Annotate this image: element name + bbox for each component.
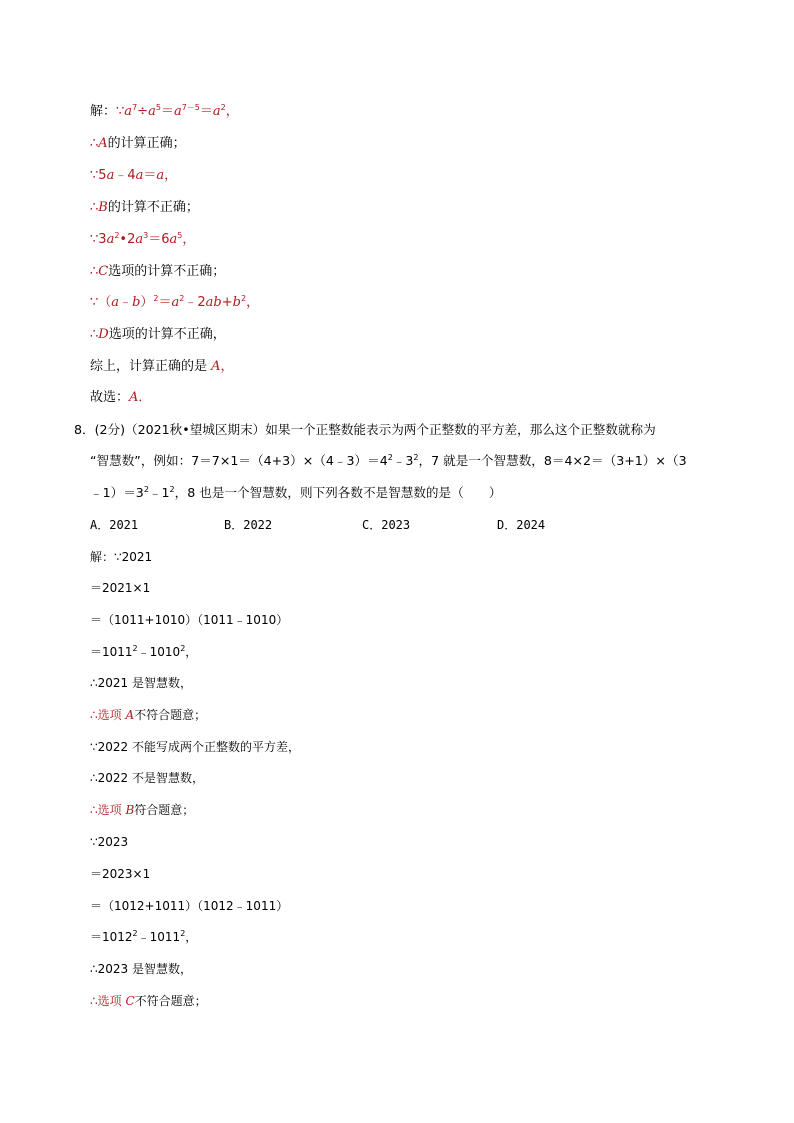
- text: 不符合题意；: [134, 994, 207, 1008]
- solution8-line-1: 解：∵2021: [90, 550, 153, 564]
- math-op: ＝: [160, 104, 174, 119]
- text: ﹣1010: [137, 645, 181, 659]
- math-op: +: [221, 295, 233, 310]
- text: ＝1012: [90, 930, 133, 944]
- math-op: ÷: [137, 104, 149, 119]
- text: 的计算不正确；: [107, 200, 199, 215]
- solution7-line-5: [90, 232, 195, 248]
- math-var: a: [173, 104, 182, 119]
- exponent: 2: [180, 644, 186, 653]
- solution7-line-10: [90, 390, 151, 406]
- option-letter: A: [125, 708, 135, 722]
- option-letter: A: [129, 390, 139, 405]
- because-symbol: ∵: [90, 168, 99, 183]
- answer-label: 故选：: [90, 390, 130, 405]
- math-var: a: [148, 104, 156, 119]
- punct: ，: [220, 359, 234, 374]
- because-symbol: ∵: [116, 104, 125, 119]
- solution7-line-1: [90, 104, 239, 120]
- because-symbol: ∵（: [90, 295, 112, 310]
- exponent: 2: [153, 294, 159, 303]
- option-letter: A: [211, 359, 221, 374]
- solution7-line-8: [90, 327, 226, 343]
- punct: ，: [246, 295, 260, 310]
- question8-line-3: [90, 485, 501, 501]
- solution8-line-15: [90, 993, 207, 1009]
- text: 不符合题意；: [134, 708, 207, 722]
- text: 选项的计算不正确，: [108, 327, 226, 342]
- question-text: ，8 也是一个智慧数，则下列各数不是智慧数的是（ ）: [174, 485, 502, 500]
- math-var: a: [171, 295, 180, 310]
- math-num: 5: [98, 168, 107, 183]
- solution8-line-10: ∵2023: [90, 835, 129, 849]
- text: 选项的计算不正确；: [108, 264, 226, 279]
- exponent: 2: [413, 453, 419, 462]
- punct: ，: [164, 168, 178, 183]
- exponent: 2: [132, 644, 138, 653]
- option-letter: C: [98, 264, 109, 279]
- solution8-line-3: ＝（1011+1010）（1011﹣1010）: [90, 613, 289, 627]
- math-op: ﹣4: [114, 168, 136, 183]
- math-op: ＝: [199, 104, 213, 119]
- solution8-line-11: ＝2023×1: [90, 867, 151, 881]
- option-a: A．2021: [90, 518, 139, 532]
- math-num: 3: [98, 232, 107, 247]
- text: ，: [185, 930, 198, 944]
- solution8-line-9: [90, 802, 194, 818]
- exponent: 2: [169, 485, 175, 494]
- solution8-line-12: ＝（1012+1011）（1012﹣1011）: [90, 899, 289, 913]
- question-text: 8．(2分)（2021秋•望城区期末）如果一个正整数能表示为两个正整数的平方差，那么这个正整数就称为: [74, 422, 656, 437]
- math-var: a: [111, 295, 120, 310]
- exponent: 5: [177, 231, 183, 240]
- text: 综上，计算正确的是: [90, 359, 212, 374]
- punct: ．: [138, 390, 152, 405]
- exponent: 7－5: [181, 103, 200, 112]
- solution8-line-6: [90, 707, 206, 723]
- math-op: ＝6: [148, 232, 170, 247]
- therefore-symbol: ∴: [90, 264, 99, 279]
- text: ，: [185, 645, 198, 659]
- exponent: 2: [179, 294, 185, 303]
- solution8-line-8: ∴2022 不是智慧数，: [90, 771, 204, 785]
- option-letter: B: [98, 200, 108, 215]
- option-letter: C: [125, 994, 135, 1008]
- exponent: 2: [114, 231, 120, 240]
- text: ＝1011: [90, 645, 133, 659]
- solution7-line-9: [90, 359, 234, 375]
- solution8-line-5: ∴2021 是智慧数，: [90, 676, 192, 690]
- solution8-line-4: [90, 644, 197, 660]
- solution7-line-2: [90, 136, 186, 152]
- solution7-line-4: [90, 200, 199, 216]
- text: 的计算正确；: [107, 136, 186, 151]
- solution8-line-2: ＝2021×1: [90, 581, 151, 595]
- math-var: a: [169, 232, 178, 247]
- solution-label: 解：: [90, 104, 117, 119]
- exponent: 2: [132, 929, 138, 938]
- text: ∴选项: [90, 994, 126, 1008]
- solution8-line-14: ∴2023 是智慧数，: [90, 962, 192, 976]
- exponent: 3: [143, 231, 149, 240]
- math-var: b: [232, 295, 241, 310]
- exponent: 2: [220, 103, 226, 112]
- exponent: 2: [180, 929, 186, 938]
- exponent: 5: [155, 103, 161, 112]
- math-var: a: [124, 104, 133, 119]
- text: 符合题意；: [134, 803, 195, 817]
- text: ∴选项: [90, 708, 126, 722]
- math-var: a: [106, 232, 115, 247]
- math-var: a: [212, 104, 221, 119]
- punct: ，: [182, 232, 196, 247]
- solution7-line-6: [90, 264, 225, 280]
- option-letter: D: [98, 327, 109, 342]
- option-b: B．2022: [224, 518, 273, 532]
- math-var: ab: [205, 295, 222, 310]
- math-op: ﹣2: [184, 295, 206, 310]
- therefore-symbol: ∴: [90, 200, 99, 215]
- math-var: a: [135, 168, 144, 183]
- question-text: ﹣1: [148, 485, 170, 500]
- exponent: 2: [387, 453, 393, 462]
- because-symbol: ∵: [90, 232, 99, 247]
- exponent: 2: [143, 485, 149, 494]
- math-op: ﹣: [119, 295, 133, 310]
- math-var: a: [106, 168, 115, 183]
- question-text: “智慧数”，例如：7＝7×1＝（4+3）×（4﹣3）＝4: [90, 453, 388, 468]
- option-letter: A: [98, 136, 108, 151]
- text: ﹣1011: [137, 930, 181, 944]
- question8-line-1: [74, 422, 656, 438]
- question-text: ﹣1）＝3: [90, 485, 144, 500]
- text: ∴选项: [90, 803, 126, 817]
- math-var: a: [135, 232, 144, 247]
- question-text: ，7 就是一个智慧数，8＝4×2＝（3+1）×（3: [418, 453, 687, 468]
- math-op: •2: [119, 232, 136, 247]
- paren: ）: [140, 295, 154, 310]
- question-text: ﹣3: [392, 453, 414, 468]
- solution8-line-7: ∵2022 不能写成两个正整数的平方差，: [90, 740, 300, 754]
- solution8-line-13: [90, 929, 197, 945]
- question8-line-2: [90, 453, 687, 469]
- solution7-line-7: [90, 295, 259, 311]
- therefore-symbol: ∴: [90, 136, 99, 151]
- punct: ，: [225, 104, 239, 119]
- therefore-symbol: ∴: [90, 327, 99, 342]
- option-letter: B: [125, 803, 135, 817]
- exponent: 2: [240, 294, 247, 303]
- exponent: 7: [132, 103, 138, 112]
- math-op: ＝: [158, 295, 172, 310]
- option-d: D．2024: [497, 518, 546, 532]
- math-var: a: [156, 168, 165, 183]
- solution7-line-3: [90, 168, 177, 184]
- math-var: b: [132, 295, 141, 310]
- option-c: C．2023: [362, 518, 411, 532]
- math-op: ＝: [143, 168, 157, 183]
